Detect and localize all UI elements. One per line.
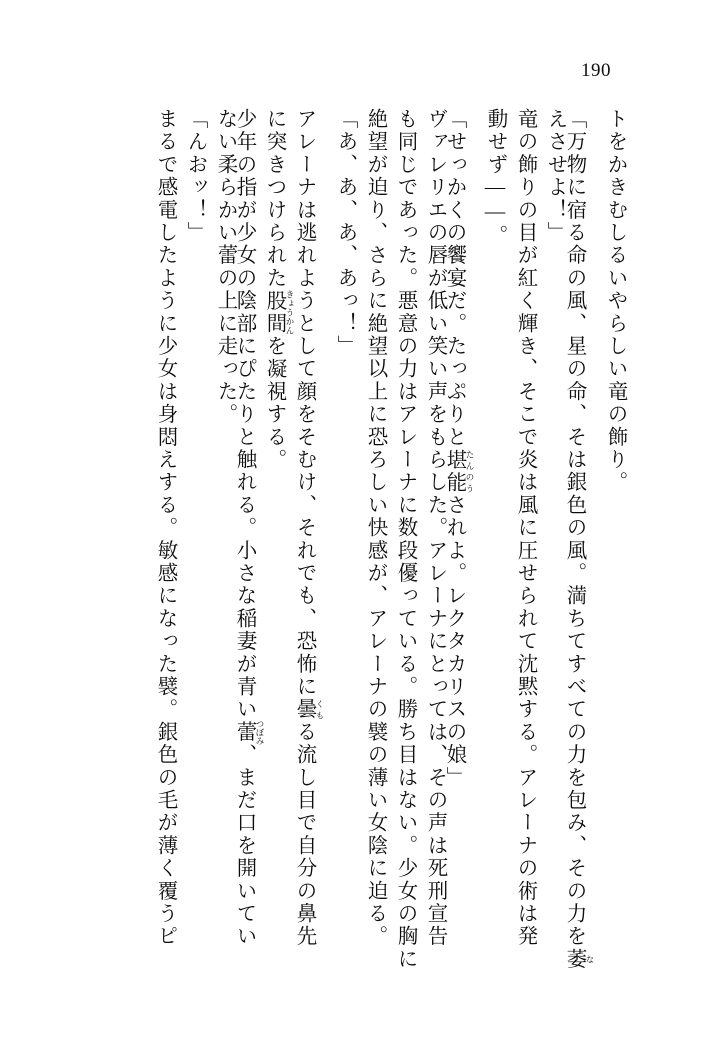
- text-column: 少年の指が少女の陰部にぴたりと触れる。小さな稲妻が青い蕾 つぼみ、まだ口を開いてい: [233, 108, 265, 948]
- ruby-na: 萎 な: [563, 947, 595, 971]
- ruby-tsubomi: 蕾 つぼみ: [233, 719, 265, 746]
- page-number: 190: [581, 60, 611, 81]
- text-column: まるで感電したように少女は身悶えする。敏感になった襞。銀色の毛が薄く覆うピ: [154, 108, 176, 948]
- text-column: 「あ、あ、あ、あっ！」: [334, 108, 356, 358]
- text-column: も同じであった。悪意の力はアレーナに数段優っている。勝ち目はない。少女の胸に: [394, 108, 416, 971]
- text-column: ヴァレリエの唇が低い笑い声をもらした。アレーナにとっては、その声は死刑宣告: [424, 108, 446, 948]
- text-column: 竜の飾りの目が紅く輝き、そこで炎は風に圧せられて沈黙する。アレーナの術は発: [514, 108, 536, 948]
- text-column: アレーナは逃れようとして顔をそむけ、それでも、恐怖に曇 くもる流し目で自分の鼻先: [293, 108, 325, 948]
- text-column: トをかきむしるいやらしい竜の飾り。: [604, 108, 626, 494]
- text-column: 「せっかくの饗宴だ。たっぷりと堪能 たんのうされよ。レクタカリスの娘」: [443, 108, 475, 790]
- text-column: ない柔らかい蕾の上に走った。: [214, 108, 236, 426]
- ruby-kumo: 曇 くも: [293, 698, 325, 721]
- text-column: に突きつけられた股間 きょうかんを凝視する。: [263, 108, 295, 472]
- text-column: 「んおッ！」: [184, 108, 206, 245]
- text-column: 動せず――。: [484, 108, 506, 248]
- text-column: 絶望が迫り、さらに絶望以上に恐ろしい快感が、アレーナの襞の薄い女陰に迫る。: [364, 108, 386, 948]
- ruby-kyoukan: 股間 きょうかん: [263, 289, 295, 336]
- text-column: 「万物に宿る命の風、星の命、そは銀色の風。満ちてすべての力を包み、その力を萎 な: [563, 108, 595, 971]
- vertical-text-body: [56, 108, 625, 978]
- text-column: えさせよ！」: [544, 108, 566, 245]
- ruby-tannou: 堪能 たんのう: [443, 448, 475, 494]
